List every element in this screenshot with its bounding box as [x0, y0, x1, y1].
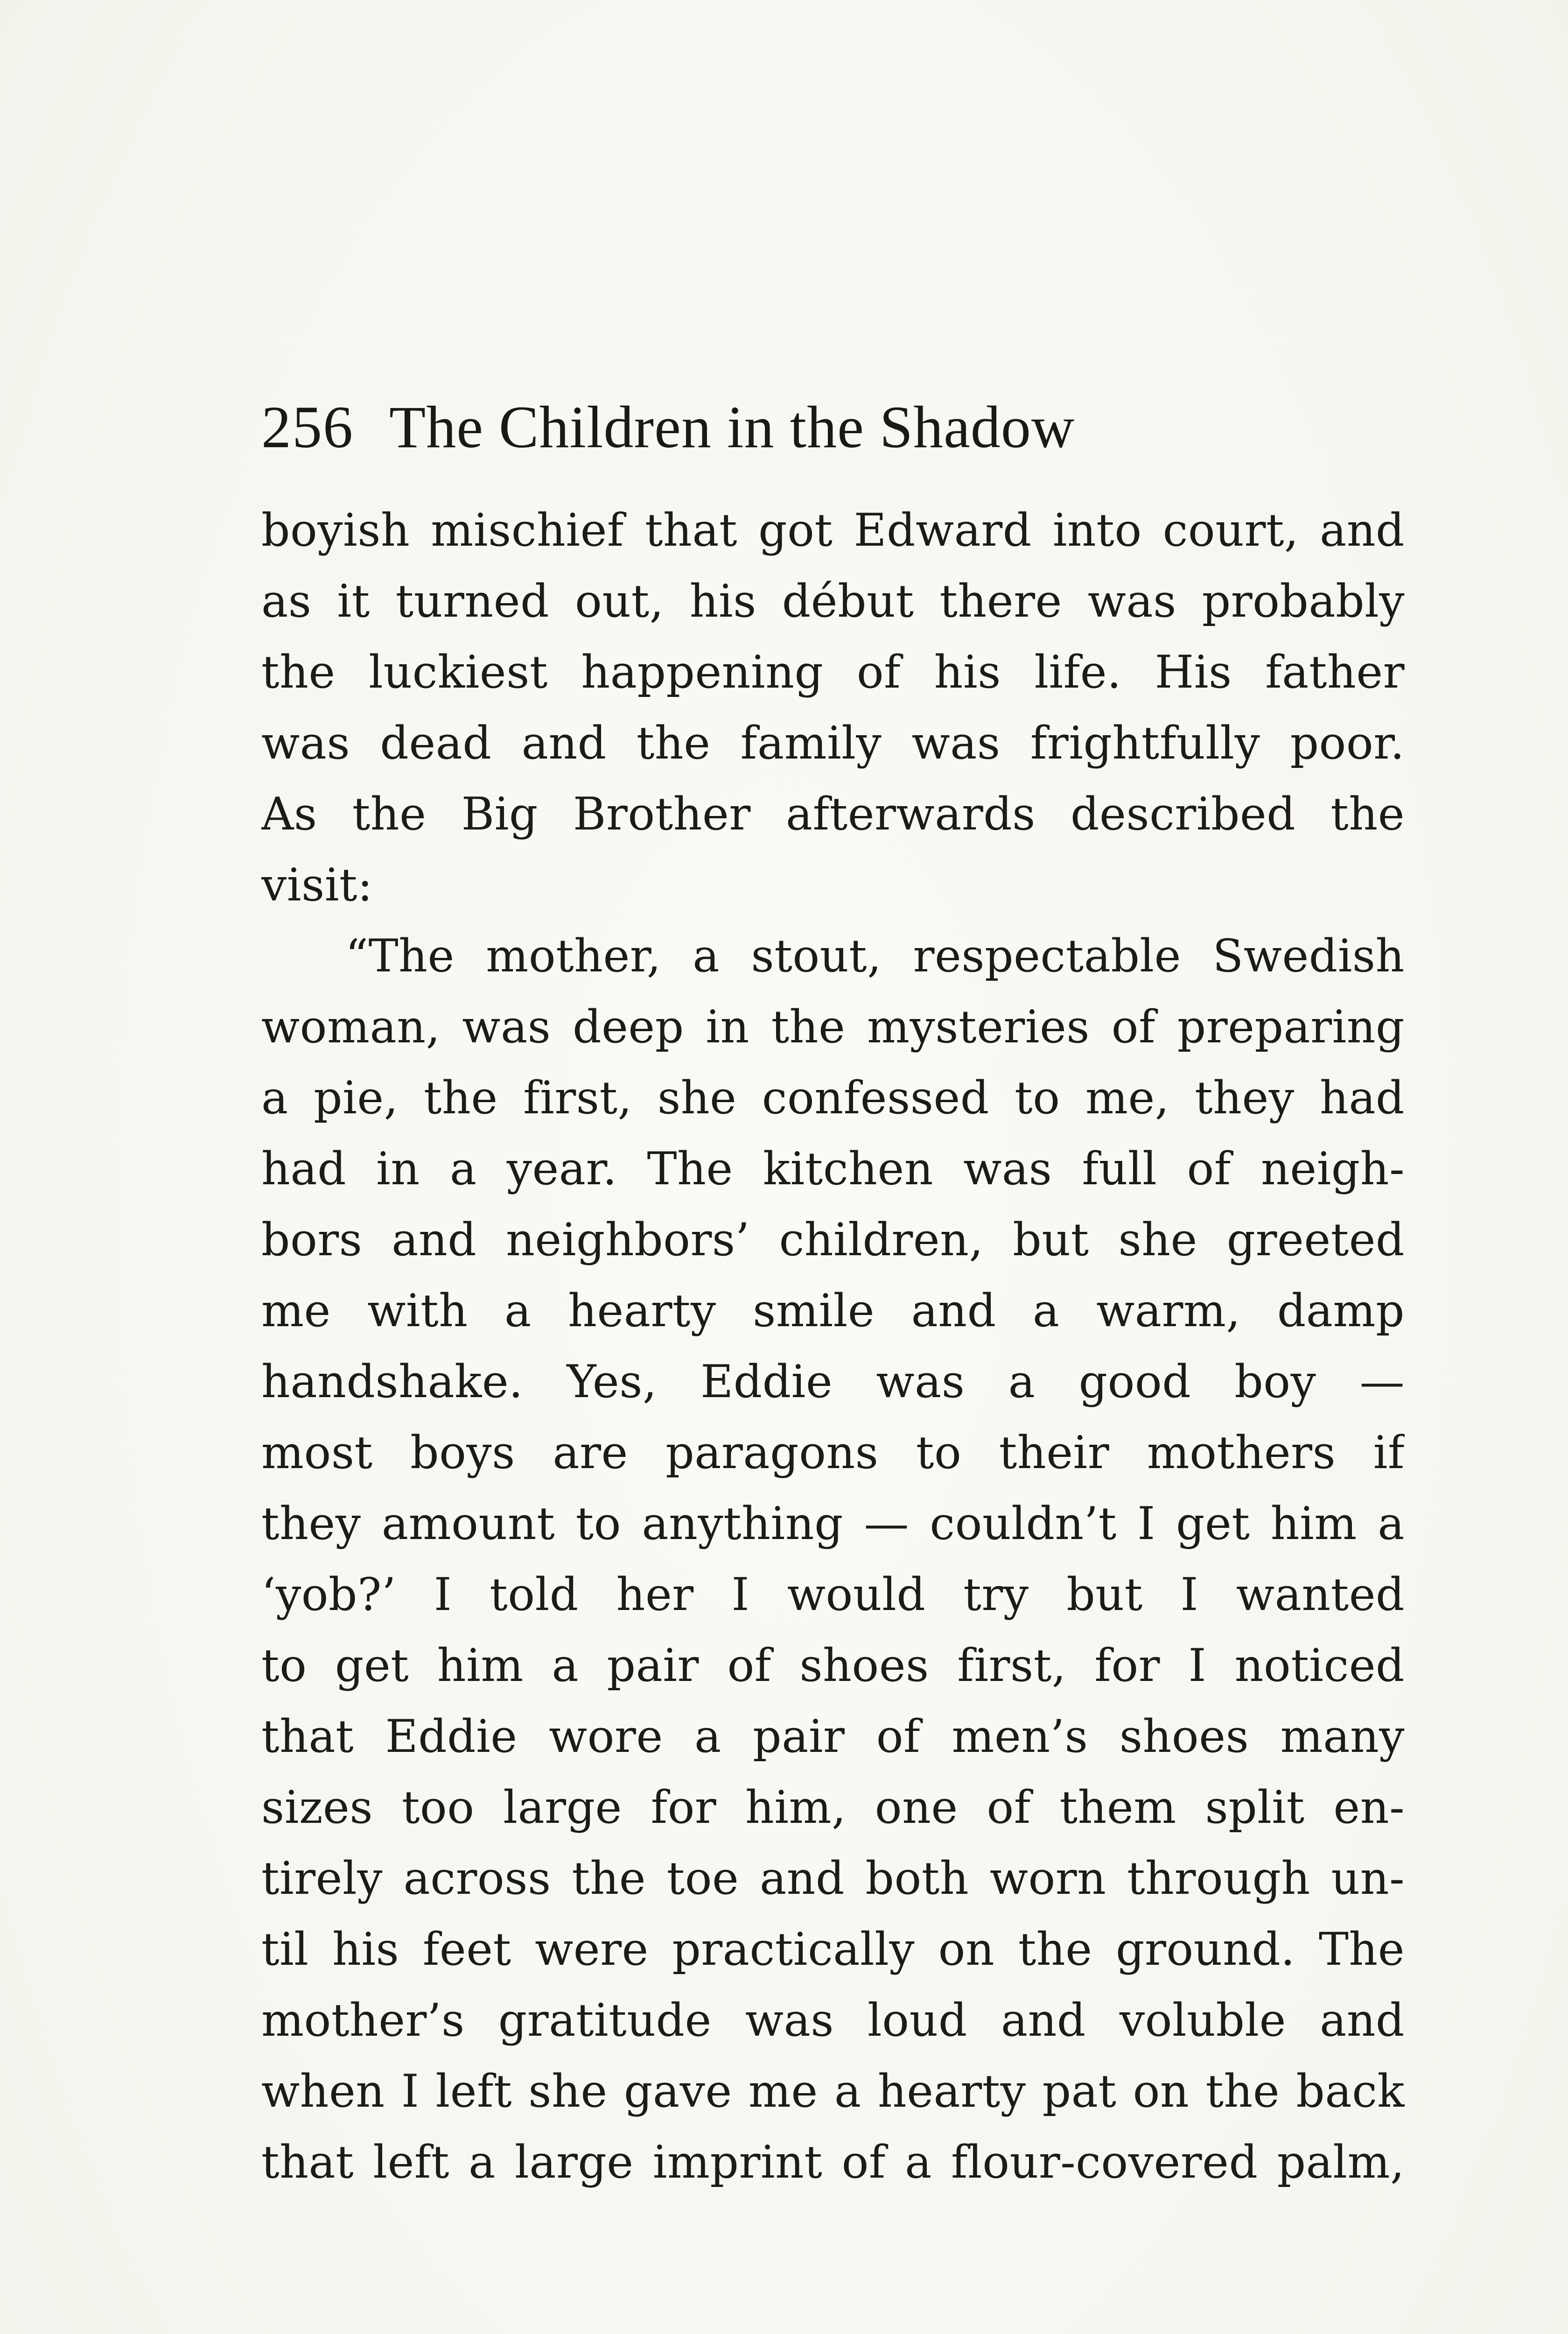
text-line: sizes too large for him, one of them split en- [261, 1781, 1405, 1834]
text-line: mother’s gratitude was loud and voluble and [261, 1994, 1405, 2046]
text-line: boyish mischief that got Edward into court, and [261, 504, 1405, 556]
text-line: to get him a pair of shoes first, for I noticed [261, 1639, 1405, 1692]
text-line: bors and neighbors’ children, but she greeted [261, 1214, 1405, 1266]
text-line: tirely across the toe and both worn through un- [261, 1852, 1405, 1905]
text-line: a pie, the first, she confessed to me, they had [261, 1072, 1405, 1124]
text-line: As the Big Brother afterwards described the [261, 788, 1405, 840]
text-line: most boys are paragons to their mothers if [261, 1427, 1405, 1479]
book-title: The Children in the Shadow [389, 394, 1075, 460]
text-line: handshake. Yes, Eddie was a good boy — [261, 1356, 1405, 1408]
text-line: “The mother, a stout, respectable Swedish [345, 930, 1405, 982]
text-line: that Eddie wore a pair of men’s shoes many [261, 1710, 1405, 1763]
text-line: had in a year. The kitchen was full of neigh- [261, 1143, 1405, 1195]
text-line: visit: [261, 859, 373, 911]
text-line: the luckiest happening of his life. His father [261, 646, 1405, 698]
text-line: they amount to anything — couldn’t I get him a [261, 1497, 1405, 1550]
text-line: til his feet were practically on the ground. The [261, 1923, 1405, 1975]
page-number: 256 [261, 394, 354, 460]
text-line: that left a large imprint of a flour-covered palm, [261, 2136, 1405, 2188]
text-line: woman, was deep in the mysteries of preparing [261, 1001, 1405, 1053]
running-head [261, 394, 1419, 460]
text-line: was dead and the family was frightfully poor. [261, 717, 1405, 769]
text-line: when I left she gave me a hearty pat on the back [261, 2065, 1405, 2117]
text-line: me with a hearty smile and a warm, damp [261, 1285, 1405, 1337]
body-text [261, 495, 1405, 2198]
text-line: as it turned out, his début there was probably [261, 575, 1405, 627]
text-line: ‘yob?’ I told her I would try but I wanted [261, 1568, 1405, 1621]
